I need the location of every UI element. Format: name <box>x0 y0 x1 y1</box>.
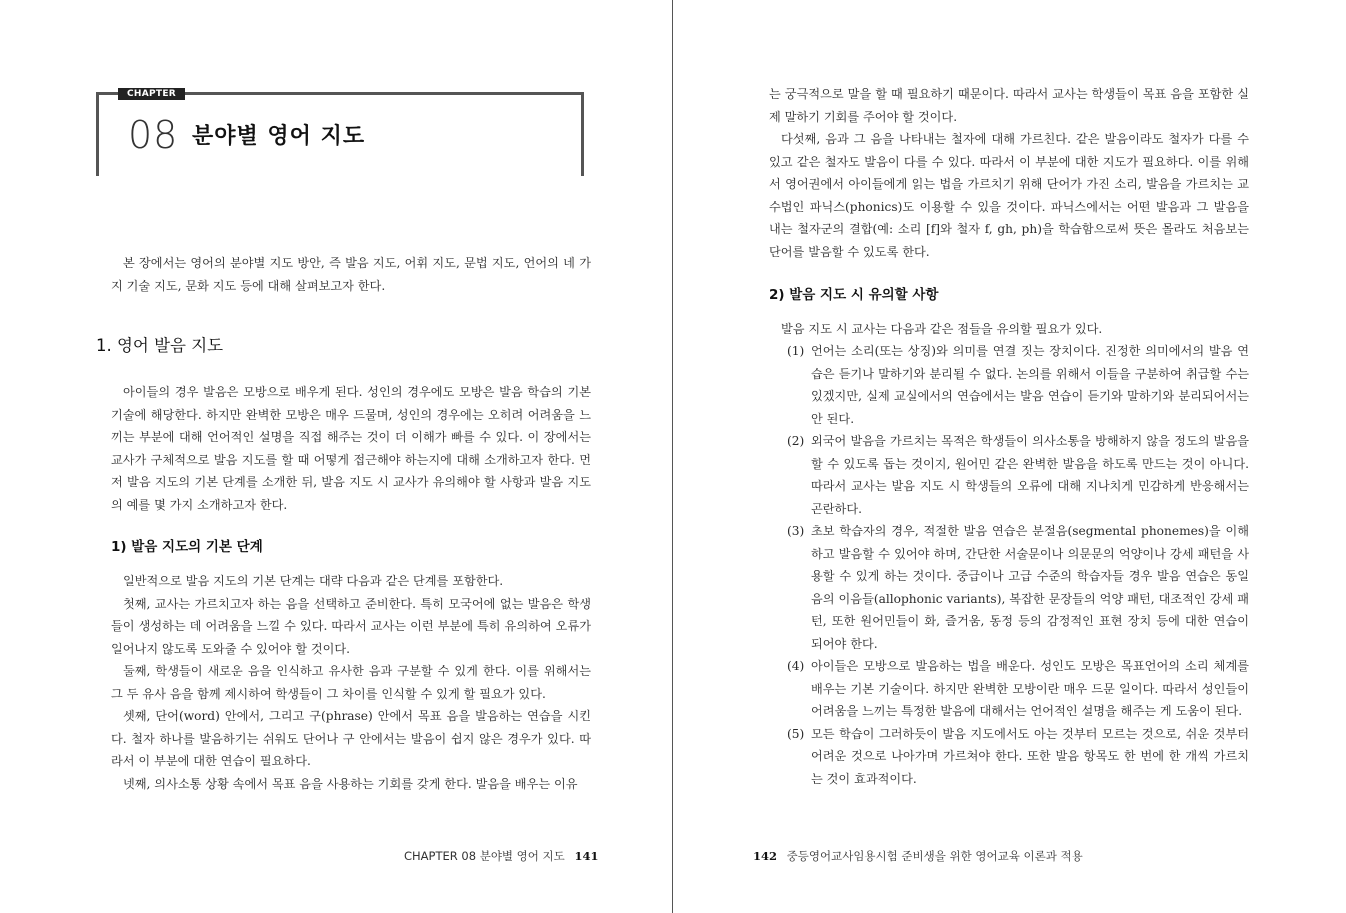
body-paragraph: 아이들의 경우 발음은 모방으로 배우게 된다. 성인의 경우에도 모방은 발음 학습의 기본 기술에 해당한다. 하지만 완벽한 모방은 매우 드물며, 성인의 경우에는 오히려 어려움을 느끼는 부분에 대해 언어적인 설명을 직접 해주는 것이 더 이해가 빠를 수 있다. 이 장에서는 교사가 구체적으로 발음 지도를 할 때 어떻게 접근해야 하는지에 대해 소개하고자 한다. 먼저 발음 지도의 기본 단계를 소개한 뒤, 발음 지도 시 교사가 유의해야 할 사항과 발음 지도의 예를 몇 가지 소개하고자 한다. <box>111 385 591 512</box>
list-item <box>781 430 1249 520</box>
footer-chapter-label: CHAPTER 08 분야별 영어 지도 <box>404 849 565 863</box>
page-number: 141 <box>574 849 599 863</box>
item-text: 아이들은 모방으로 발음하는 법을 배운다. 성인도 모방은 목표언어의 소리 체계를 배우는 기본 기술이다. 하지만 완벽한 모방이란 매우 드문 일이다. 따라서 성인들이 어려움을 느끼는 특정한 발음에 대해서는 언어적인 설명을 해주는 게 도움이 된다. <box>811 659 1249 718</box>
left-page <box>0 0 672 913</box>
chapter-number: 08 <box>128 113 179 157</box>
right-page <box>673 0 1346 913</box>
chapter-title: 분야별 영어 지도 <box>192 124 366 149</box>
footer-book-title: 중등영어교사임용시험 준비생을 위한 영어교육 이론과 적용 <box>786 849 1083 863</box>
list-item <box>781 655 1249 723</box>
step-paragraph: 첫째, 교사는 가르치고자 하는 음을 선택하고 준비한다. 특히 모국어에 없는 발음은 학생들이 생성하는 데 어려움을 느낄 수 있다. 따라서 교사는 이런 부분에 특히 유의하여 오류가 일어나지 않도록 도와줄 수 있어야 할 것이다. <box>111 596 591 656</box>
item-number: (3) <box>787 524 805 538</box>
item-text: 초보 학습자의 경우, 적절한 발음 연습은 분절음(segmental phonemes)을 이해하고 발음할 수 있어야 하며, 간단한 서술문이나 의문문의 억양이나 강세 패턴을 사용할 수 있게 하는 것이다. 중급이나 고급 수준의 학습자들 경우 발음 연습은 동일음의 이음들(allophonic variants), 복잡한 문장들의 억양 패턴, 대조적인 강세 패턴, 또한 원어민들이 화, 즐거움, 동정 등의 감정적인 표현 장치 등에 대한 연습이 되어야 한다. <box>811 524 1249 651</box>
item-number: (2) <box>787 434 805 448</box>
guideline-list <box>781 340 1249 790</box>
intro-paragraph: 본 장에서는 영어의 분야별 지도 방안, 즉 발음 지도, 어휘 지도, 문법 지도, 언어의 네 가지 기술 지도, 문화 지도 등에 대해 살펴보고자 한다. <box>111 256 591 293</box>
item-number: (1) <box>787 344 805 358</box>
item-text: 외국어 발음을 가르치는 목적은 학생들이 의사소통을 방해하지 않을 정도의 발음을 할 수 있도록 돕는 것이지, 원어민 같은 완벽한 발음을 하도록 만드는 것이 아니다. 따라서 교사는 발음 지도 시 학생들의 오류에 대해 지나치게 민감하게 반응해서는 곤란하다. <box>811 434 1249 516</box>
step-paragraph: 셋째, 단어(word) 안에서, 그리고 구(phrase) 안에서 목표 음을 발음하는 연습을 시킨다. 철자 하나를 발음하기는 쉬워도 단어나 구 안에서는 발음이 쉽지 않은 경우가 있다. 따라서 이 부분에 대한 연습이 필요하다. <box>111 709 591 768</box>
subsection-intro: 발음 지도 시 교사는 다음과 같은 점들을 유의할 필요가 있다. <box>781 322 1103 336</box>
page-number: 142 <box>753 849 778 863</box>
chapter-tag: CHAPTER <box>118 88 185 100</box>
list-item <box>781 340 1249 430</box>
section-heading: 1. 영어 발음 지도 <box>96 336 224 355</box>
list-item <box>781 520 1249 655</box>
page-footer <box>753 848 1083 864</box>
continued-paragraph: 는 궁극적으로 말을 할 때 필요하기 때문이다. 따라서 교사는 학생들이 목표 음을 포함한 실제 말하기 기회를 주어야 할 것이다. <box>769 87 1249 124</box>
item-number: (5) <box>787 726 805 741</box>
step-paragraph: 넷째, 의사소통 상황 속에서 목표 음을 사용하는 기회를 갖게 한다. 발음을 배우는 이유 <box>123 776 578 791</box>
step-paragraph: 일반적으로 발음 지도의 기본 단계는 대략 다음과 같은 단계를 포함한다. <box>123 574 504 588</box>
subsection-heading: 1) 발음 지도의 기본 단계 <box>111 539 263 555</box>
list-item <box>781 723 1249 791</box>
page-footer <box>404 848 598 864</box>
item-text: 언어는 소리(또는 상징)와 의미를 연결 짓는 장치이다. 진정한 의미에서의 발음 연습은 듣기나 말하기와 분리될 수 없다. 논의를 위해서 이들을 구분하여 취급할 수는 있겠지만, 실제 교실에서의 연습에서는 발음 연습이 듣기와 말하기와 분리되어서는 안 된다. <box>811 344 1249 426</box>
item-text: 모든 학습이 그러하듯이 발음 지도에서도 아는 것부터 모르는 것으로, 쉬운 것부터 어려운 것으로 나아가며 가르쳐야 한다. 또한 발음 항목도 한 번에 한 개씩 가르치는 것이 효과적이다. <box>811 726 1249 786</box>
fifth-step-paragraph: 다섯째, 음과 그 음을 나타내는 철자에 대해 가르친다. 같은 발음이라도 철자가 다를 수 있고 같은 철자도 발음이 다를 수 있다. 따라서 이 부분에 대한 지도가 필요하다. 이를 위해서 영어권에서 아이들에게 읽는 법을 가르치기 위해 단어가 가진 소리, 발음을 가르치는 교수법인 파닉스(phonics)도 이용할 수 있을 것이다. 파닉스에서는 어떤 발음과 그 발음을 내는 철자군의 결합(예: 소리 [f]와 철자 f, gh, ph)을 학습함으로써 뜻은 몰라도 처음보는 단어를 발음할 수 있도록 한다. <box>769 132 1249 259</box>
item-number: (4) <box>787 659 805 673</box>
steps-block <box>111 570 591 795</box>
subsection-heading: 2) 발음 지도 시 유의할 사항 <box>769 287 939 303</box>
step-paragraph: 둘째, 학생들이 새로운 음을 인식하고 유사한 음과 구분할 수 있게 한다. 이를 위해서는 그 두 유사 음을 함께 제시하여 학생들이 그 차이를 인식할 수 있게 할 필요가 있다. <box>111 664 591 701</box>
